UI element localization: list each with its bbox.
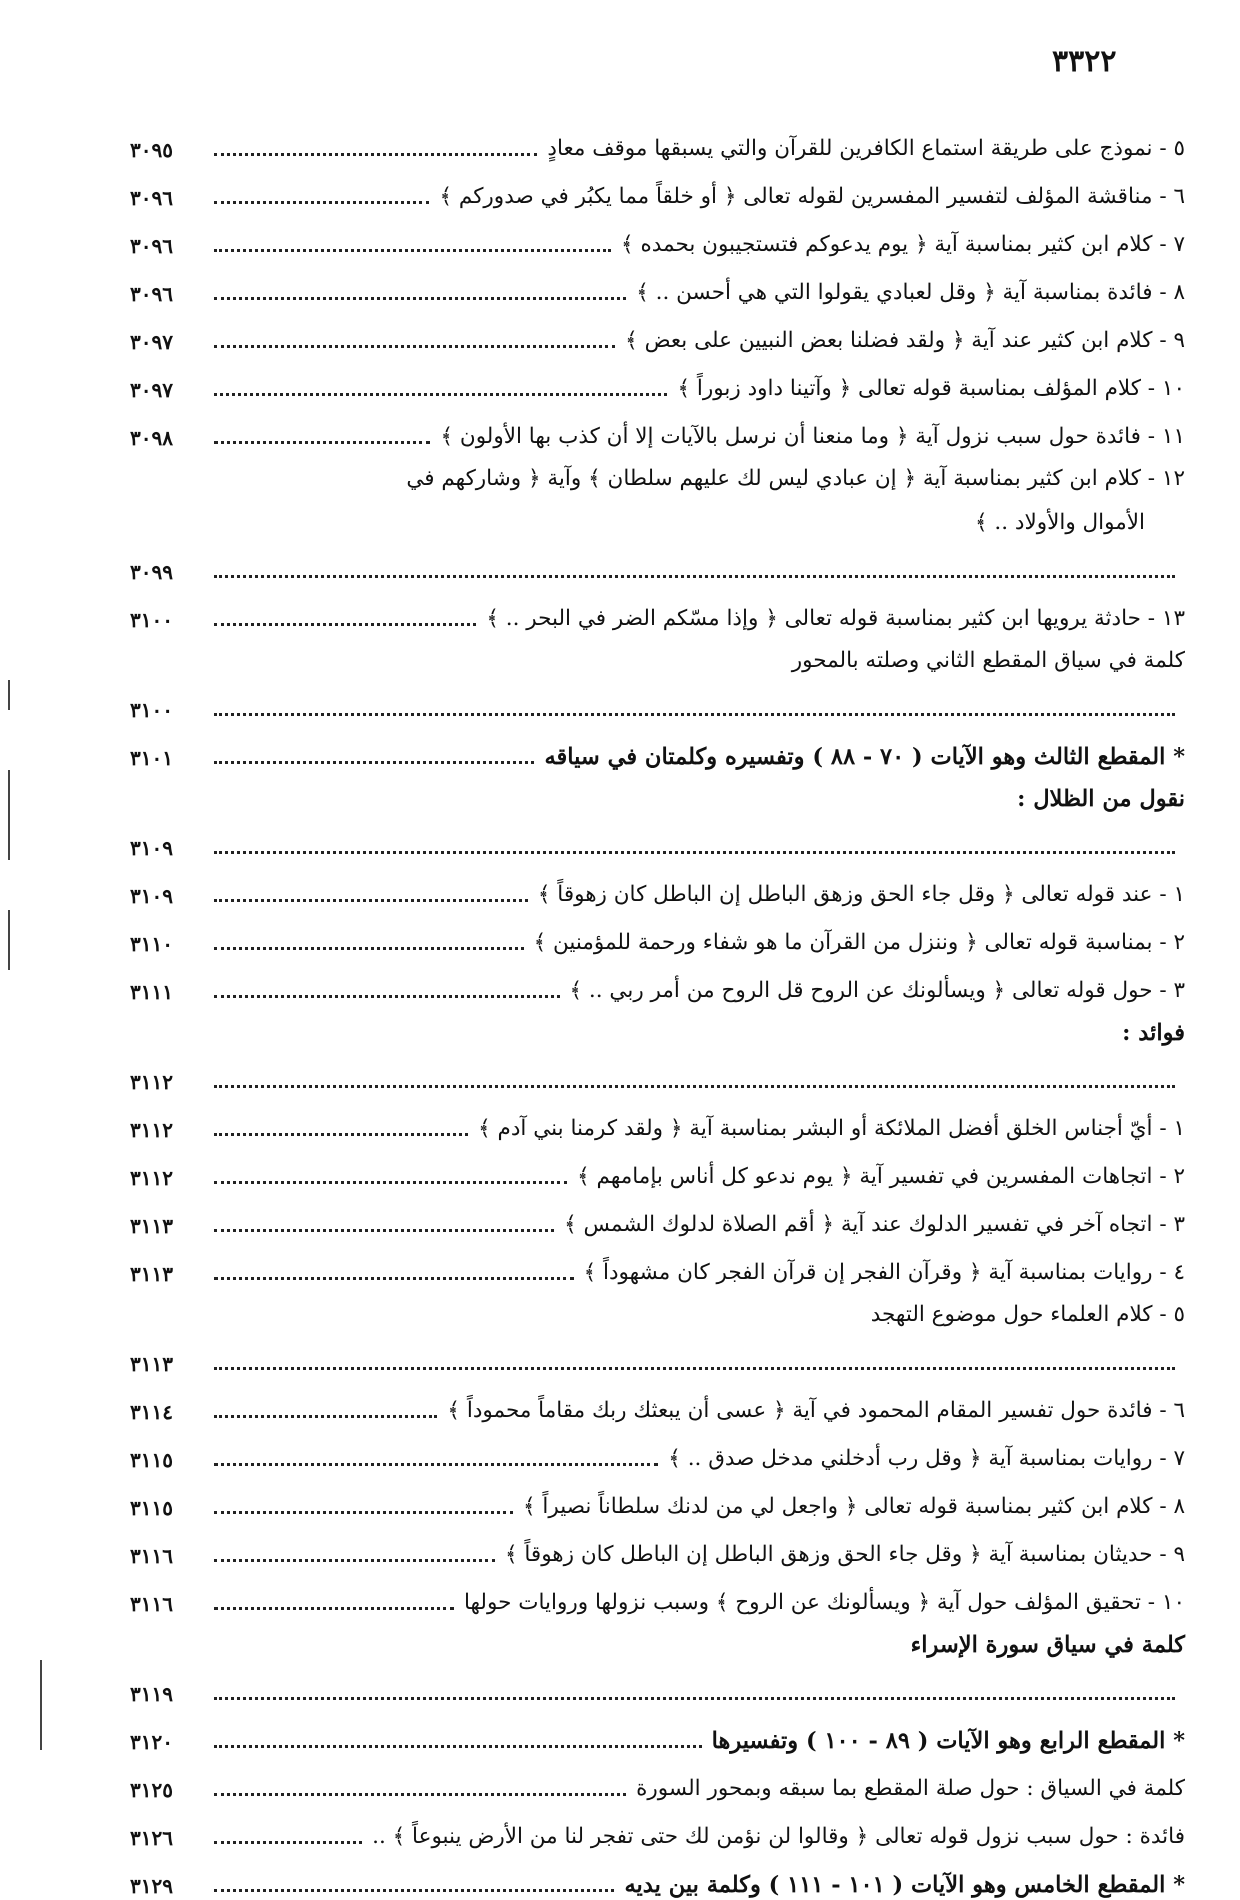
toc-entry — [130, 1240, 1185, 1288]
toc-entry — [130, 1288, 1185, 1378]
toc-entry — [130, 1756, 1185, 1804]
toc-entry — [130, 1144, 1185, 1192]
toc-entry-title: ١٠ - تحقيق المؤلف حول آية ﴿ ويسألونك عن الروح ﴾ وسبب نزولها وروايات حولها — [463, 1590, 1185, 1615]
toc-entry — [130, 1426, 1185, 1474]
toc-entry — [130, 634, 1185, 724]
toc-entry-title: ٥ - نموذج على طريقة استماع الكافرين للقرآن والتي يسبقها موقف معادٍ — [547, 136, 1185, 161]
toc-entry — [130, 452, 1185, 586]
dot-leader — [214, 1696, 1175, 1700]
toc-entry — [130, 308, 1185, 356]
toc-entry-title: ٩ - كلام ابن كثير عند آية ﴿ ولقد فضلنا بعض النبيين على بعض ﴾ — [625, 328, 1185, 353]
dot-leader — [214, 296, 626, 300]
toc-entry-title: * المقطع الرابع وهو الآيات ( ٨٩ - ١٠٠ ) وتفسيرها — [711, 1728, 1185, 1754]
toc-page-number: ٣٠٩٧ — [130, 378, 173, 402]
page-number: ٣٣٢٢ — [1052, 44, 1117, 79]
toc-entry — [130, 1570, 1185, 1618]
toc-entry — [130, 586, 1185, 634]
toc-entry-title: ١٢ - كلام ابن كثير بمناسبة آية ﴿ إن عبادي ليس لك عليهم سلطان ﴾ وآية ﴿ وشاركهم في — [406, 466, 1185, 491]
toc-page-number: ٣١٢٩ — [130, 1874, 173, 1898]
toc-entry-title: ١٣ - حادثة يرويها ابن كثير بمناسبة قوله تعالى ﴿ وإذا مسّكم الضر في البحر .. ﴾ — [486, 606, 1185, 631]
toc-entry — [130, 724, 1185, 772]
toc-page-number: ٣١٠٩ — [130, 884, 173, 908]
dot-leader — [214, 760, 534, 764]
dot-leader — [214, 1414, 437, 1418]
dot-leader — [214, 200, 429, 204]
dot-leader — [214, 1366, 1175, 1370]
dot-leader — [214, 622, 476, 626]
toc-page-number: ٣٠٩٥ — [130, 138, 173, 162]
toc-page-number: ٣١١٩ — [130, 1682, 173, 1706]
toc-entry — [130, 1096, 1185, 1144]
toc-entry — [130, 1192, 1185, 1240]
toc-entry-title: ٣ - اتجاه آخر في تفسير الدلوك عند آية ﴿ أقم الصلاة لدلوك الشمس ﴾ — [564, 1212, 1185, 1237]
toc-entry-title: ٣ - حول قوله تعالى ﴿ ويسألونك عن الروح قل الروح من أمر ربي .. ﴾ — [569, 978, 1185, 1003]
dot-leader — [214, 1840, 362, 1844]
dot-leader — [214, 1132, 468, 1136]
table-of-contents — [130, 116, 1185, 1900]
toc-entry — [130, 1474, 1185, 1522]
dot-leader — [214, 440, 430, 444]
toc-page-number: ٣١١٠ — [130, 932, 173, 956]
dot-leader — [214, 1744, 702, 1748]
toc-page-number: ٣١٠١ — [130, 746, 173, 770]
dot-leader — [214, 1180, 567, 1184]
toc-page-number: ٣٠٩٦ — [130, 282, 173, 306]
toc-page-number: ٣١١٦ — [130, 1592, 173, 1616]
toc-page-number: ٣١١٥ — [130, 1448, 173, 1472]
toc-entry-title: ٢ - اتجاهات المفسرين في تفسير آية ﴿ يوم ندعو كل أناس بإمامهم ﴾ — [577, 1164, 1185, 1189]
toc-entry-title: الأموال والأولاد .. ﴾ — [974, 510, 1145, 535]
toc-page-number: ٣١١٦ — [130, 1544, 173, 1568]
toc-entry — [130, 116, 1185, 164]
dot-leader — [214, 1462, 658, 1466]
toc-entry-title: ٨ - فائدة بمناسبة آية ﴿ وقل لعبادي يقولوا التي هي أحسن .. ﴾ — [636, 280, 1185, 305]
toc-page-number: ٣١١٣ — [130, 1214, 173, 1238]
toc-entry — [130, 1852, 1185, 1900]
toc-page-number: ٣٠٩٨ — [130, 426, 173, 450]
dot-leader — [214, 712, 1175, 716]
toc-entry — [130, 212, 1185, 260]
toc-entry — [130, 1522, 1185, 1570]
toc-page-number: ٣١١١ — [130, 980, 173, 1004]
toc-page-number: ٣٠٩٦ — [130, 234, 173, 258]
toc-entry-title: ٤ - روايات بمناسبة آية ﴿ وقرآن الفجر إن قرآن الفجر كان مشهوداً ﴾ — [583, 1260, 1185, 1285]
dot-leader — [214, 152, 537, 156]
toc-entry — [130, 772, 1185, 862]
toc-page-number: ٣٠٩٦ — [130, 186, 173, 210]
dot-leader — [214, 344, 615, 348]
toc-entry-title: ٧ - روايات بمناسبة آية ﴿ وقل رب أدخلني مدخل صدق .. ﴾ — [668, 1446, 1185, 1471]
toc-entry — [130, 1804, 1185, 1852]
toc-entry — [130, 910, 1185, 958]
toc-entry — [130, 164, 1185, 212]
toc-entry — [130, 1378, 1185, 1426]
dot-leader — [214, 1510, 513, 1514]
dot-leader — [214, 1228, 554, 1232]
toc-page-number: ٣١١٢ — [130, 1070, 173, 1094]
toc-page-number: ٣١٠٩ — [130, 836, 173, 860]
dot-leader — [214, 898, 528, 902]
toc-entry-title: ٦ - فائدة حول تفسير المقام المحمود في آية ﴿ عسى أن يبعثك ربك مقاماً محموداً ﴾ — [447, 1398, 1185, 1423]
toc-entry-title: ٢ - بمناسبة قوله تعالى ﴿ وننزل من القرآن ما هو شفاء ورحمة للمؤمنين ﴾ — [533, 930, 1185, 955]
dot-leader — [214, 1792, 626, 1796]
toc-page-number: ٣١١٣ — [130, 1352, 173, 1376]
toc-entry-title: ٩ - حديثان بمناسبة آية ﴿ وقل جاء الحق وزهق الباطل إن الباطل كان زهوقاً ﴾ — [504, 1542, 1185, 1567]
toc-entry-title: ١٠ - كلام المؤلف بمناسبة قوله تعالى ﴿ وآتينا داود زبوراً ﴾ — [677, 376, 1185, 401]
dot-leader — [214, 392, 667, 396]
toc-entry-title: كلمة في السياق : حول صلة المقطع بما سبقه وبمحور السورة — [636, 1776, 1185, 1801]
toc-entry — [130, 1618, 1185, 1708]
toc-entry-title: فائدة : حول سبب نزول قوله تعالى ﴿ وقالوا لن نؤمن لك حتى تفجر لنا من الأرض ينبوعاً ﴾ .. — [372, 1824, 1185, 1849]
toc-entry-title: فوائد : — [1122, 1020, 1185, 1046]
dot-leader — [214, 248, 611, 252]
toc-page-number: ٣١٠٠ — [130, 608, 173, 632]
toc-page-number: ٣٠٩٩ — [130, 560, 173, 584]
dot-leader — [214, 1084, 1175, 1088]
toc-entry — [130, 958, 1185, 1006]
toc-entry — [130, 1006, 1185, 1096]
toc-entry-title: ١ - أيّ أجناس الخلق أفضل الملائكة أو البشر بمناسبة آية ﴿ ولقد كرمنا بني آدم ﴾ — [478, 1116, 1185, 1141]
toc-entry-title: نقول من الظلال : — [1017, 786, 1185, 812]
toc-page-number: ٣١٢٠ — [130, 1730, 173, 1754]
toc-page-number: ٣١١٣ — [130, 1262, 173, 1286]
toc-entry-title: ١ - عند قوله تعالى ﴿ وقل جاء الحق وزهق الباطل إن الباطل كان زهوقاً ﴾ — [537, 882, 1185, 907]
toc-entry-title: ١١ - فائدة حول سبب نزول آية ﴿ وما منعنا أن نرسل بالآيات إلا أن كذب بها الأولون ﴾ — [440, 424, 1185, 449]
toc-page-number: ٣١١٥ — [130, 1496, 173, 1520]
toc-page-number: ٣١٢٥ — [130, 1778, 173, 1802]
toc-entry-title: * المقطع الثالث وهو الآيات ( ٧٠ - ٨٨ ) وتفسيره وكلمتان في سياقه — [544, 744, 1185, 770]
toc-page-number: ٣١١٢ — [130, 1118, 173, 1142]
toc-entry — [130, 1708, 1185, 1756]
toc-entry-title: ٨ - كلام ابن كثير بمناسبة قوله تعالى ﴿ واجعل لي من لدنك سلطاناً نصيراً ﴾ — [522, 1494, 1185, 1519]
toc-entry-title: ٦ - مناقشة المؤلف لتفسير المفسرين لقوله تعالى ﴿ أو خلقاً مما يكبُر في صدوركم ﴾ — [439, 184, 1185, 209]
toc-page-number: ٣١١٢ — [130, 1166, 173, 1190]
dot-leader — [214, 574, 1175, 578]
dot-leader — [214, 850, 1175, 854]
toc-entry-title: كلمة في سياق المقطع الثاني وصلته بالمحور — [791, 648, 1185, 673]
dot-leader — [214, 1888, 614, 1892]
toc-page-number: ٣١١٤ — [130, 1400, 173, 1424]
toc-entry-title: كلمة في سياق سورة الإسراء — [910, 1632, 1185, 1658]
dot-leader — [214, 994, 560, 998]
toc-entry-title: * المقطع الخامس وهو الآيات ( ١٠١ - ١١١ ) وكلمة بين يديه — [624, 1872, 1185, 1898]
dot-leader — [214, 1558, 495, 1562]
toc-entry-title: ٥ - كلام العلماء حول موضوع التهجد — [870, 1302, 1185, 1327]
toc-entry — [130, 356, 1185, 404]
dot-leader — [214, 1276, 574, 1280]
toc-entry — [130, 260, 1185, 308]
toc-entry — [130, 404, 1185, 452]
dot-leader — [214, 1606, 454, 1610]
dot-leader — [214, 946, 524, 950]
toc-page-number: ٣٠٩٧ — [130, 330, 173, 354]
toc-page-number: ٣١٠٠ — [130, 698, 173, 722]
toc-entry — [130, 862, 1185, 910]
toc-entry-title: ٧ - كلام ابن كثير بمناسبة آية ﴿ يوم يدعوكم فتستجيبون بحمده ﴾ — [621, 232, 1185, 257]
toc-page-number: ٣١٢٦ — [130, 1826, 173, 1850]
